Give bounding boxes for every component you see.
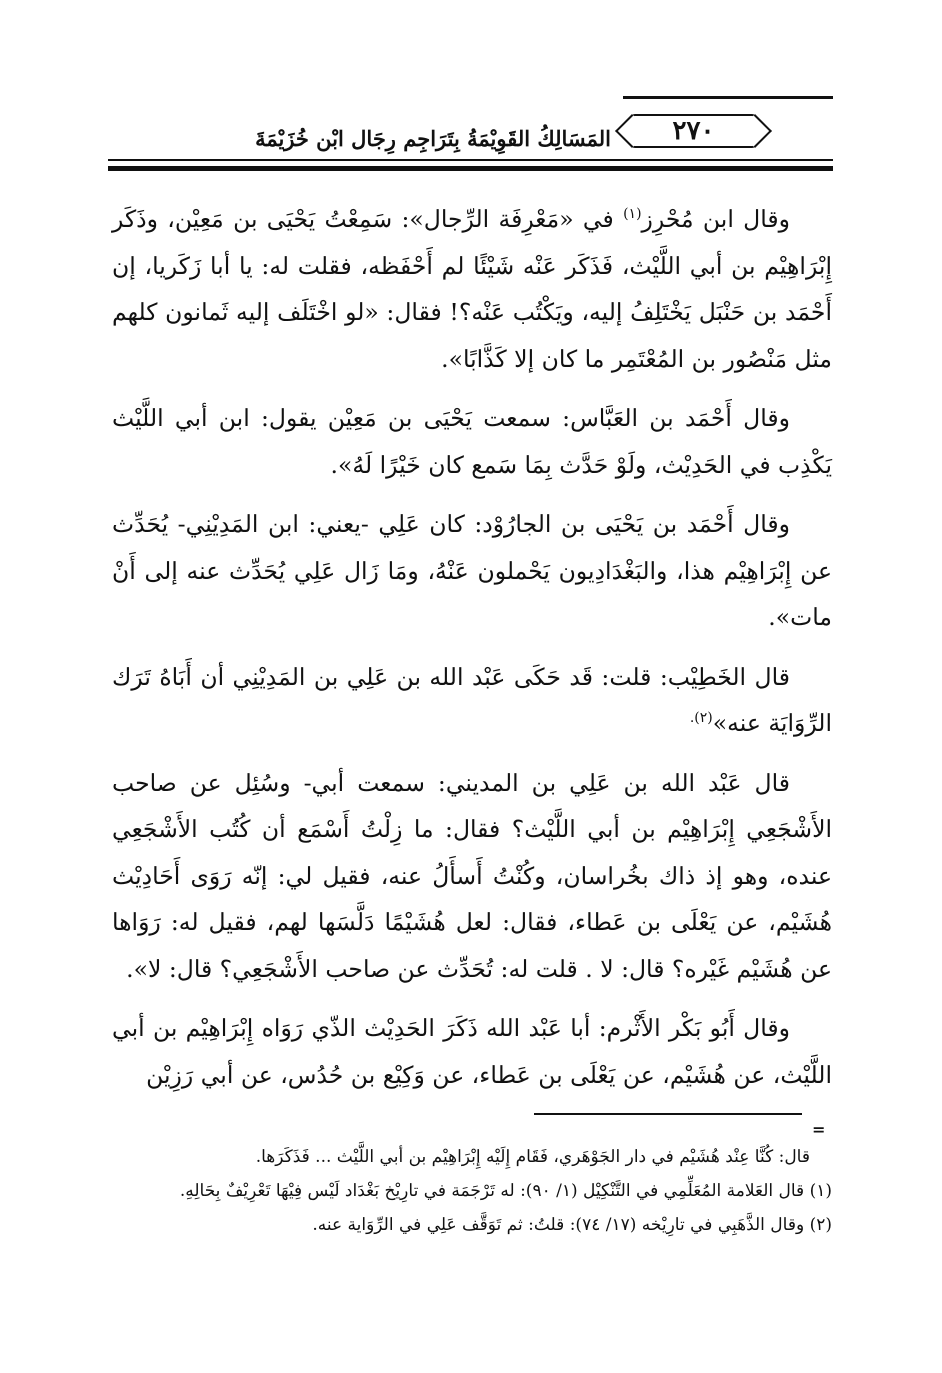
paragraph-text: قال الخَطِيْب: قلت: قَد حَكَى عَبْد الله بن عَلِي بن المَدِيْنِي أن أَبَاهُ تَرَك الرِّوَايَة عنه» [112, 662, 832, 737]
header-top-rule [623, 96, 833, 99]
main-text [112, 196, 832, 1098]
footnote-continuation: قال: كُنَّا عِنْد هُشَيْم في دار الجَوْهَري، فَقَام إِلَيْه إِبْرَاهِيْم بن أبي اللَّيْث ... فَذَكَرَها. [255, 1147, 810, 1167]
paragraph-lead: وقال ابن مُحْرِز [641, 205, 790, 233]
footnote-ref-1: (١) [623, 206, 642, 223]
footnote-2: (٢) وقال الذَّهَبِي في تارِيْخه (١٧/ ٧٤): قلتُ: ثم تَوَقَّف عَلِي في الرِّوَاية عنه. [312, 1215, 832, 1235]
paragraph-abdullah-ibn-ali: قال عَبْد الله بن عَلِي بن المديني: سمعت أبي- وسُئِل عن صاحب الأَشْجَعِي إِبْرَاهِيْم بن أبي اللَّيْث؟ فقال: ما زِلْتُ أَسْمَع أن كُتُب الأَشْجَعِي عنده، وهو إذ ذاك بخُراسان، وكُنْتُ أَسأَلُ عنه، فقيل لي: إنّه رَوَى أَحَادِيْث هُشَيْم، عن يَعْلَى بن عَطاء، فقال: لعل هُشَيْمًا دَلَّسَها لهم، فقيل له: رَوَاها عن هُشَيْم غَيْره؟ قال: لا . قلت له: تُحَدِّث عن صاحب الأَشْجَعِي؟ قال: لا». [112, 768, 832, 983]
footnote-1: (١) قال العَلامة المُعَلِّمِي في التَّنْكِيْل (١/ ٩٠): له تَرْجَمَة في تارِيْخ بَغْدَاد لَيْس فِيْهَا تَعْرِيْفٌ بِحَالِهِ. [179, 1181, 832, 1201]
paragraph-ibn-jarud: وقال أَحْمَد بن يَحْيَى بن الجارُوْد: كان عَلِي -يعني: ابن المَدِيْنِي- يُحَدِّث عن إِبْرَاهِيْم هذا، والبَغْدَادِيون يَحْملون عَنْهُ، ومَا زَال عَلِي يُحَدِّث عنه إلى أَنْ مات». [112, 510, 832, 631]
footnote-continuation-mark: = [812, 1120, 826, 1139]
header-thick-rule [108, 166, 833, 171]
paragraph-ibn-muhriz [112, 196, 832, 382]
paragraph-khatib [112, 654, 832, 747]
paragraph-ahmad-ibn-abbas: وقال أَحْمَد بن العَبَّاس: سمعت يَحْيَى بن مَعِيْن يقول: ابن أبي اللَّيْث يَكْذِب في الحَدِيْث، ولَوْ حَدَّث بِمَا سَمع كان خَيْرًا لَهُ». [112, 404, 832, 479]
footnote-separator [534, 1113, 802, 1115]
running-book-title: المَسَالِكُ القَوِيْمَةُ بِتَرَاجِم رِجَال ابْن خُزَيْمَةَ [255, 126, 611, 151]
header-thin-rule [108, 159, 833, 161]
footnotes [112, 1140, 832, 1242]
paragraph-athram: وقال أَبُو بَكْر الأَثْرم: أبا عَبْد الله ذَكَرَ الحَدِيْث الذّي رَوَاه إِبْرَاهِيْم بن أبي اللَّيْث، عن هُشَيْم، عن يَعْلَى بن عَطاء، عن وَكِيْع بن حُدُس، عن أبي رَزِيْن [112, 1014, 832, 1089]
page-number: ٢٧٠ [631, 114, 756, 148]
footnote-ref-2: (٢). [689, 710, 713, 727]
paragraph-text: في «مَعْرِفَة الرِّجال»: سَمِعْتُ يَحْيَى بن مَعِيْن، وذَكَر إِبْرَاهِيْم بن أبي اللَّيْث، فَذَكَر عَنْه شَيْئًا لم أَحْفَظه، فقلت له: يا أبا زَكَريا، إن أَحْمَد بن حَنْبَل يَخْتَلِفُ إليه، ويَكْتُب عَنْه؟! فقال: «لو اخْتَلَف إليه ثَمانون كلهم مثل مَنْصُور بن المُعْتَمِر ما كان إلا كَذَّابًا». [112, 205, 832, 373]
page-header [108, 96, 833, 180]
